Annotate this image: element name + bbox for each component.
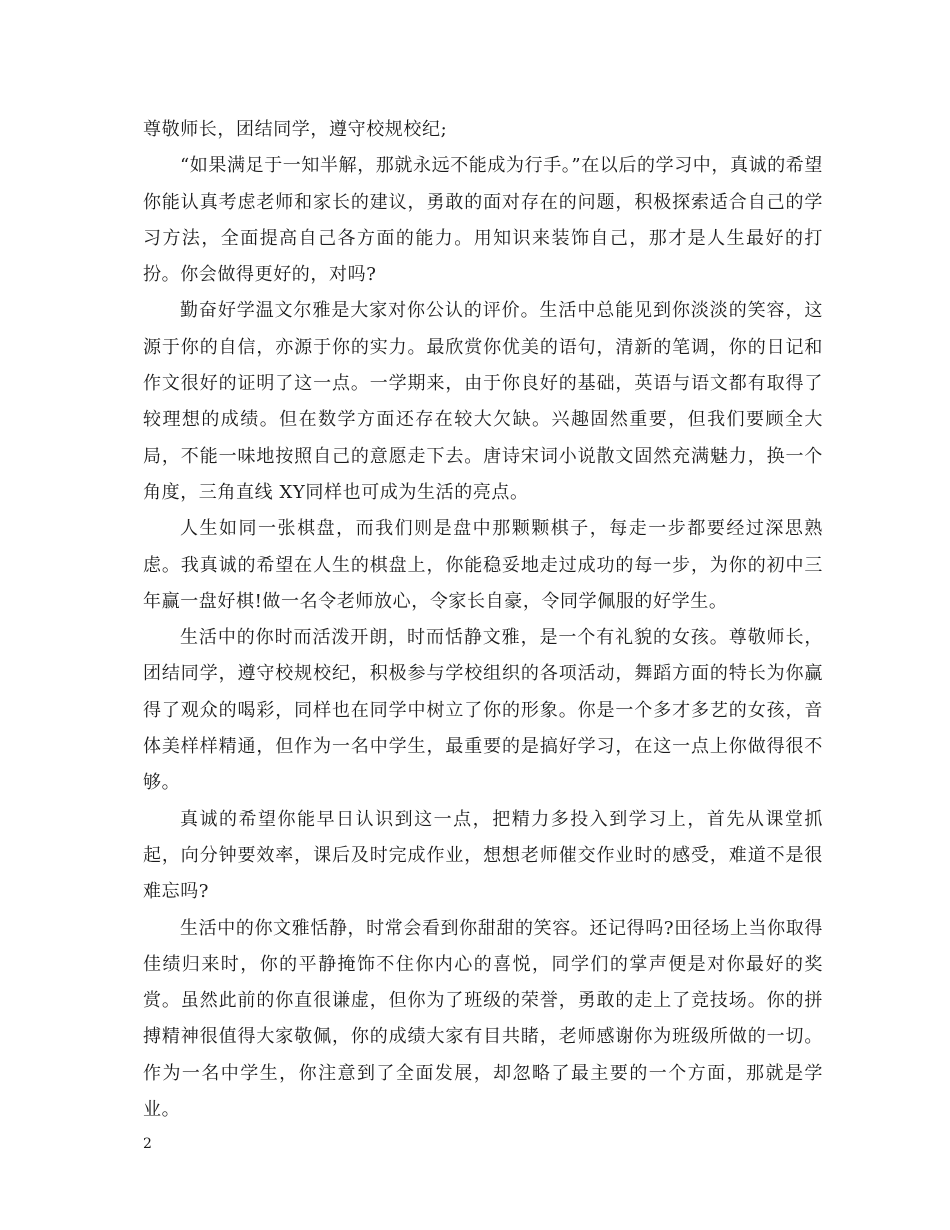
paragraph-5: 生活中的你时而活泼开朗，时而恬静文雅，是一个有礼貌的女孩。尊敬师长，团结同学，遵守校规校纪，积极参与学校组织的各项活动，舞蹈方面的特长为你赢得了观众的喝彩，同样也在同学中树立了你的形象。你是一个多才多艺的女孩，音体美样样精通，但作为一名中学生，最重要的是搞好学习，在这一点上你做得很不够。 bbox=[143, 627, 823, 794]
document-body bbox=[143, 112, 823, 1128]
paragraph-1: 尊敬师长，团结同学，遵守校规校纪; bbox=[143, 119, 448, 140]
paragraph-3: 勤奋好学温文尔雅是大家对你公认的评价。生活中总能见到你淡淡的笑容，这源于你的自信，亦源于你的实力。最欣赏你优美的语句，清新的笔调，你的日记和作文很好的证明了这一点。一学期来，由于你良好的基础，英语与语文都有取得了较理想的成绩。但在数学方面还存在较大欠缺。兴趣固然重要，但我们要顾全大局，不能一味地按照自己的意愿走下去。唐诗宋词小说散文固然充满魅力，换一个角度，三角直线 XY同样也可成为生活的亮点。 bbox=[143, 300, 823, 503]
paragraph-2: “如果满足于一知半解，那就永远不能成为行手。”在以后的学习中，真诚的希望你能认真考虑老师和家长的建议，勇敢的面对存在的问题，积极探索适合自己的学习方法，全面提高自己各方面的能力。用知识来装饰自己，那才是人生最好的打扮。你会做得更好的，对吗? bbox=[143, 155, 824, 286]
paragraph-7: 生活中的你文雅恬静，时常会看到你甜甜的笑容。还记得吗?田径场上当你取得佳绩归来时，你的平静掩饰不住你内心的喜悦，同学们的掌声便是对你最好的奖赏。虽然此前的你直很谦虚，但你为了班级的荣誉，勇敢的走上了竞技场。你的拼搏精神很值得大家敬佩，你的成绩大家有目共睹，老师感谢你为班级所做的一切。作为一名中学生，你注意到了全面发展，却忽略了最主要的一个方面，那就是学业。 bbox=[143, 917, 823, 1121]
page-number: 2 bbox=[143, 1136, 152, 1152]
paragraph-6: 真诚的希望你能早日认识到这一点，把精力多投入到学习上，首先从课堂抓起，向分钟要效率，课后及时完成作业，想想老师催交作业时的感受，难道不是很难忘吗? bbox=[143, 808, 823, 903]
paragraph-4: 人生如同一张棋盘，而我们则是盘中那颗颗棋子，每走一步都要经过深思熟虑。我真诚的希望在人生的棋盘上，你能稳妥地走过成功的每一步，为你的初中三年赢一盘好棋!做一名令老师放心，令家长自豪，令同学佩服的好学生。 bbox=[143, 518, 823, 612]
